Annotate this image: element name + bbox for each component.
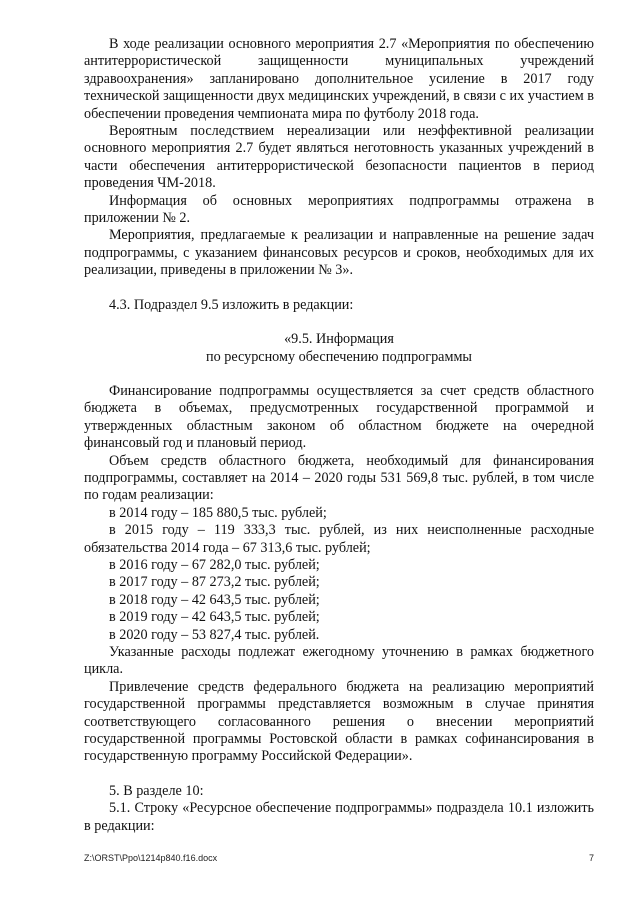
section-heading-line2: по ресурсному обеспечению подпрограммы [206, 348, 472, 365]
budget-year-2017: в 2017 году – 87 273,2 тыс. рублей; [109, 574, 320, 591]
budget-year-2016: в 2016 году – 67 282,0 тыс. рублей; [109, 556, 320, 573]
paragraph-section-4-3: 4.3. Подраздел 9.5 изложить в редакции: [109, 296, 354, 313]
paragraph-appendix-2: Информация об основных мероприятиях подпрограммы отражена в приложении № 2. [84, 192, 594, 227]
spacer [84, 766, 594, 783]
paragraph-budget-total: Объем средств областного бюджета, необходимый для финансирования подпрограммы, составляет на 2014 – 2020 годы 531 569,8 тыс. рублей, в том числе по годам реализации: [84, 452, 594, 504]
section-heading-line1: «9.5. Информация [284, 331, 394, 348]
paragraph-federal-budget: Привлечение средств федерального бюджета на реализацию мероприятий государственной программы представляется возможным в случае принятия соответствующего согласованного решения о внесении мероприятий государственной программы Ростовской области в рамках софинансирования в государственную программу Российской Федерации». [84, 678, 594, 765]
spacer [84, 366, 594, 383]
file-path: Z:\ORST\Ppo\1214p840.f16.docx [84, 853, 218, 863]
paragraph-annual-refinement: Указанные расходы подлежат ежегодному уточнению в рамках бюджетного цикла. [84, 644, 594, 678]
paragraph-consequences: Вероятным последствием нереализации или неэффективной реализации основного мероприятия 2.7 будет являться неготовность указанных учреждений в части обеспечения антитеррористической безопасности пациентов в период проведения ЧМ-2018. [84, 123, 594, 192]
paragraph-section-5-1: 5.1. Строку «Ресурсное обеспечение подпрограммы» подраздела 10.1 изложить в редакции: [84, 800, 594, 834]
spacer [84, 280, 594, 297]
page-number: 7 [588, 853, 594, 863]
budget-year-2018: в 2018 году – 42 643,5 тыс. рублей; [109, 591, 320, 608]
budget-year-2015: в 2015 году – 119 333,3 тыс. рублей, из них неисполненные расходные обязательства 2014 года – 67 313,6 тыс. рублей; [84, 522, 594, 556]
paragraph-event-2-7: В ходе реализации основного мероприятия 2.7 «Мероприятия по обеспечению антитеррористической защищенности муниципальных учреждений здравоохранения» запланировано дополнительное усиление в 2017 году технической защищенности двух медицинских учреждений, в связи с их участием в обеспечении проведения чемпионата мира по футболу 2018 года. [84, 36, 594, 122]
spacer [84, 314, 594, 331]
paragraph-section-5: 5. В разделе 10: [109, 782, 204, 799]
budget-year-2019: в 2019 году – 42 643,5 тыс. рублей; [109, 609, 320, 626]
paragraph-financing: Финансирование подпрограммы осуществляется за счет средств областного бюджета в объемах, предусмотренных государственной программой и утвержденных областным законом об областном бюджете на очередной финансовый год и плановый период. [84, 382, 594, 452]
budget-year-2014: в 2014 году – 185 880,5 тыс. рублей; [109, 504, 327, 521]
budget-year-2020: в 2020 году – 53 827,4 тыс. рублей. [109, 626, 320, 643]
document-body [84, 36, 594, 835]
paragraph-appendix-3: Мероприятия, предлагаемые к реализации и направленные на решение задач подпрограммы, с указанием финансовых ресурсов и сроков, необходимых для их реализации, приведены в приложении № 3». [84, 227, 594, 279]
